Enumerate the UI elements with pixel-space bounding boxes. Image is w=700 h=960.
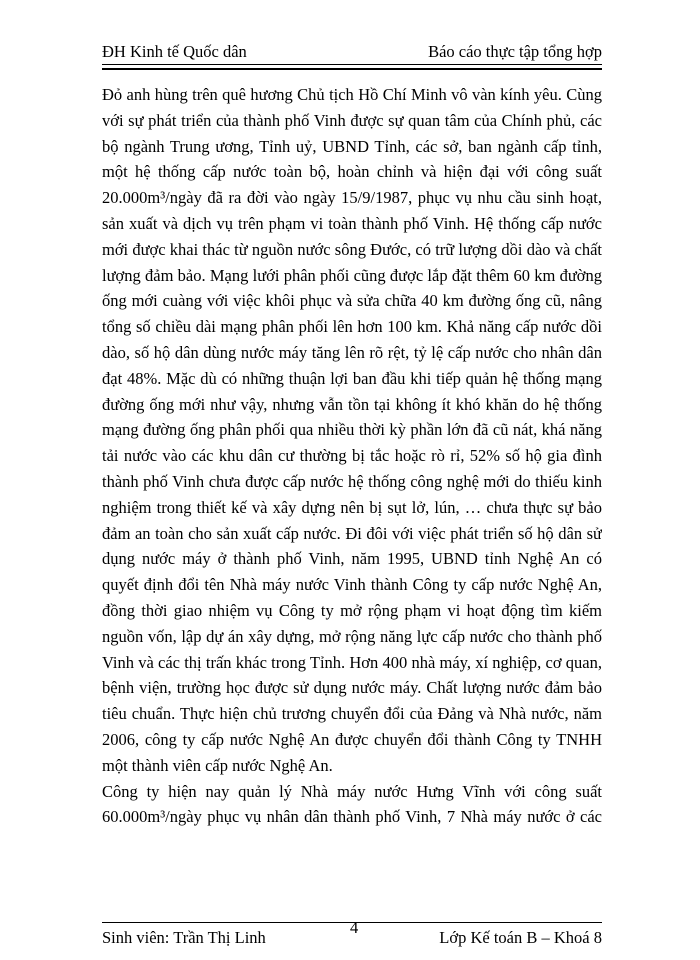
- text-line: 2006, công ty cấp nước Nghệ An được chuyển đổi thành Công ty TNHH: [102, 729, 602, 749]
- text-line: nghiệm trong thiết kế và xây dựng nên bị sụt lở, lún, … chưa thực sự bảo: [102, 497, 602, 517]
- header-rule-thick: [102, 68, 602, 70]
- header-university: ĐH Kinh tế Quốc dân: [102, 42, 247, 61]
- text-line: bệnh viện, trường học được sử dụng nước máy. Chất lượng nước đảm bảo: [102, 678, 602, 698]
- text-line: một thành viên cấp nước Nghệ An.: [102, 755, 333, 775]
- text-line: mạng đường ống phân phối qua nhiều thời kỳ phần lớn đã cũ nát, khá năng: [102, 420, 602, 440]
- text-line: dào, số hộ dân dùng nước máy tăng lên rõ rệt, tỷ lệ cấp nước cho nhân dân: [102, 342, 602, 362]
- text-line: quyết định đổi tên Nhà máy nước Vinh thành Công ty cấp nước Nghệ An,: [102, 575, 602, 595]
- text-line: đồng thời giao nhiệm vụ Công ty mở rộng phạm vi hoạt động tìm kiếm: [102, 600, 602, 620]
- text-line: đảm an toàn cho sản xuất cấp nước. Đi đôi với việc phát triển số hộ dân sử: [102, 523, 602, 543]
- text-line: tiêu chuẩn. Thực hiện chủ trương chuyển đổi của Đảng và Nhà nước, năm: [102, 704, 602, 724]
- header-rule-thin: [102, 64, 602, 65]
- footer-student: Sinh viên: Trần Thị Linh: [102, 928, 266, 947]
- text-line: Đỏ anh hùng trên quê hương Chủ tịch Hồ Chí Minh vô vàn kính yêu. Cùng: [102, 85, 602, 104]
- text-line: Vinh và các thị trấn khác trong Tỉnh. Hơn 400 nhà máy, xí nghiệp, cơ quan,: [102, 652, 602, 672]
- text-line: lượng đảm bảo. Mạng lưới phân phối cũng được lắp đặt thêm 60 km đường: [102, 265, 602, 285]
- text-line: mới được khai thác từ nguồn nước sông Đước, có trữ lượng dồi dào và chất: [102, 239, 602, 259]
- text-line: tổng số chiều dài mạng phân phối lên hơn 100 km. Khả năng cấp nước dồi: [102, 317, 602, 337]
- page-number: 4: [350, 918, 359, 937]
- text-line: 20.000m³/ngày đã ra đời vào ngày 15/9/1987, phục vụ nhu cầu sinh hoạt,: [102, 188, 602, 208]
- text-line: tải nước vào các khu dân cư thường bị tắc hoặc rò rỉ, 52% số hộ gia đình: [102, 446, 602, 466]
- text-line: ống mới cuàng với việc khôi phục và sửa chữa 40 km đường ống cũ, nâng: [102, 291, 602, 311]
- text-line: đạt 48%. Mặc dù có những thuận lợi ban đầu khi tiếp quản hệ thống mạng: [102, 368, 602, 388]
- header-report-title: Báo cáo thực tập tổng hợp: [428, 42, 602, 61]
- body-text: [102, 82, 602, 830]
- text-line: thành phố Vinh chưa được cấp nước hệ thống công nghệ mới do thiếu kinh: [102, 471, 602, 491]
- text-line: với sự phát triển của thành phố Vinh được sự quan tâm của Chính phủ, các: [102, 110, 602, 130]
- text-line: Công ty hiện nay quản lý Nhà máy nước Hưng Vĩnh với công suất: [102, 781, 602, 801]
- footer-class: Lớp Kế toán B – Khoá 8: [439, 928, 602, 947]
- text-line: nguồn vốn, lập dự án xây dựng, mở rộng năng lực cấp nước cho thành phố: [102, 626, 602, 646]
- text-line: 60.000m³/ngày phục vụ nhân dân thành phố Vinh, 7 Nhà máy nước ở các: [102, 807, 602, 827]
- page-footer: [102, 918, 602, 950]
- text-line: một hệ thống cấp nước toàn bộ, hoàn chỉnh và hiện đại với công suất: [102, 162, 602, 182]
- text-line: đường ống mới như vậy, nhưng vẫn tồn tại không ít khó khăn do hệ thống: [102, 394, 602, 414]
- text-line: bộ ngành Trung ương, Tỉnh uỷ, UBND Tỉnh, các sở, ban ngành cấp tỉnh,: [102, 136, 602, 156]
- text-line: dụng nước máy ở thành phố Vinh, năm 1995, UBND tỉnh Nghệ An có: [102, 549, 602, 569]
- text-line: sản xuất và dịch vụ trên phạm vi toàn thành phố Vinh. Hệ thống cấp nước: [102, 213, 602, 233]
